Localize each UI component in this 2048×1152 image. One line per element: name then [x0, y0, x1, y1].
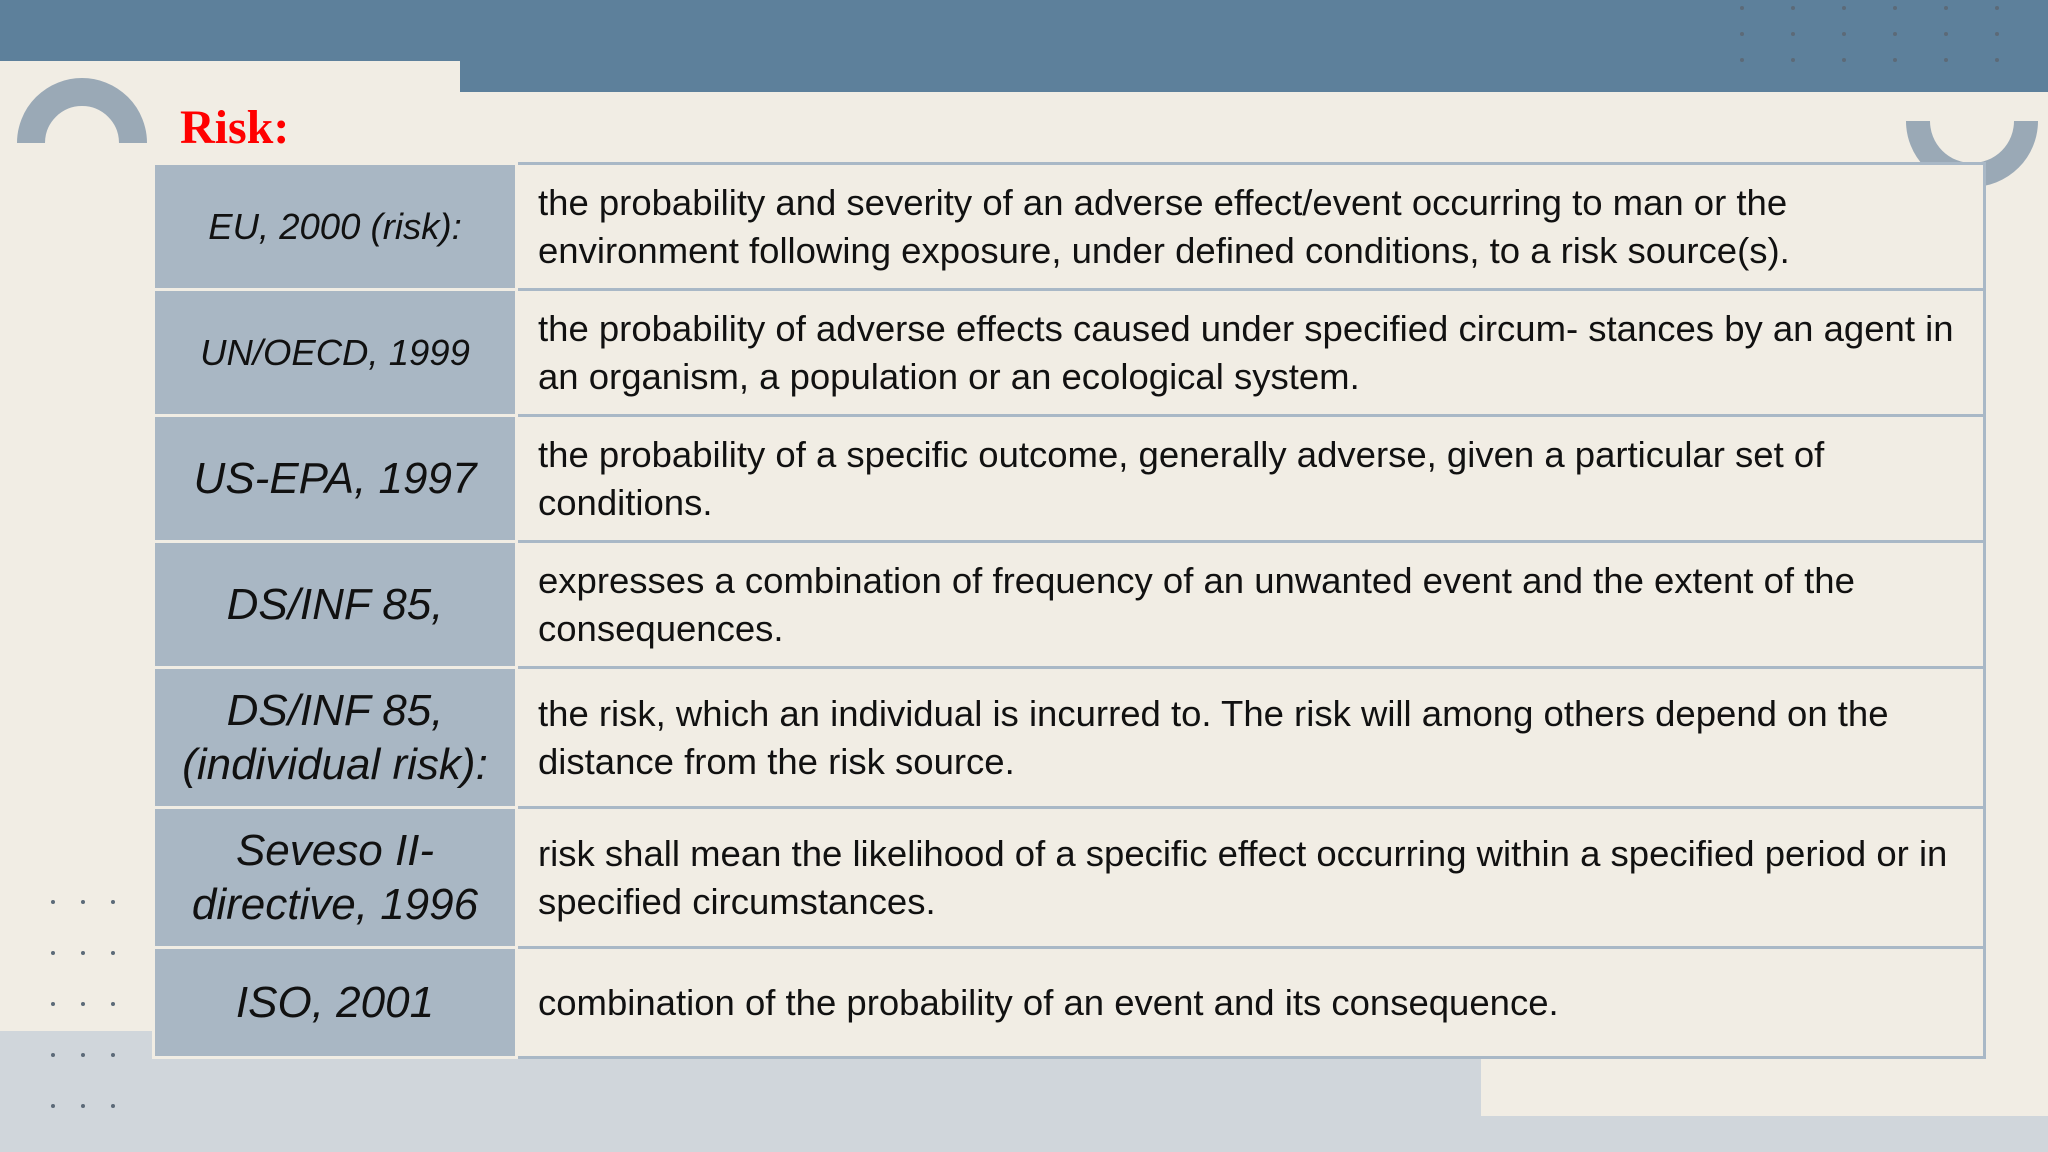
source-cell: Seveso II-directive, 1996	[154, 808, 517, 948]
source-cell: DS/INF 85, (individual risk):	[154, 668, 517, 808]
definition-cell: the probability of adverse effects caused under specified circum- stances by an agent in an organism, a population or an ecological system.	[517, 290, 1985, 416]
table-row	[154, 164, 1985, 290]
source-cell: UN/OECD, 1999	[154, 290, 517, 416]
dot-grid-bottom-left	[51, 900, 115, 1108]
table-row	[154, 416, 1985, 542]
bottom-decor-band-extension	[0, 1116, 2048, 1152]
risk-definitions-table	[152, 162, 1986, 1059]
source-cell: EU, 2000 (risk):	[154, 164, 517, 290]
table-row	[154, 542, 1985, 668]
definition-cell: the risk, which an individual is incurred to. The risk will among others depend on the distance from the risk source.	[517, 668, 1985, 808]
definition-cell: combination of the probability of an event and its consequence.	[517, 948, 1985, 1058]
source-cell: DS/INF 85,	[154, 542, 517, 668]
definition-cell: risk shall mean the likelihood of a specific effect occurring within a specified period or in specified circumstances.	[517, 808, 1985, 948]
arch-decoration-icon	[17, 78, 147, 143]
definition-cell: expresses a combination of frequency of an unwanted event and the extent of the consequences.	[517, 542, 1985, 668]
table-row	[154, 290, 1985, 416]
table-row	[154, 808, 1985, 948]
definition-cell: the probability of a specific outcome, generally adverse, given a particular set of conditions.	[517, 416, 1985, 542]
table-row	[154, 668, 1985, 808]
source-cell: ISO, 2001	[154, 948, 517, 1058]
slide-title: Risk:	[180, 101, 290, 154]
dot-grid-top-right	[1740, 0, 1999, 62]
definition-cell: the probability and severity of an adverse effect/event occurring to man or the environment following exposure, under defined conditions, to a risk source(s).	[517, 164, 1985, 290]
table-row	[154, 948, 1985, 1058]
source-cell: US-EPA, 1997	[154, 416, 517, 542]
